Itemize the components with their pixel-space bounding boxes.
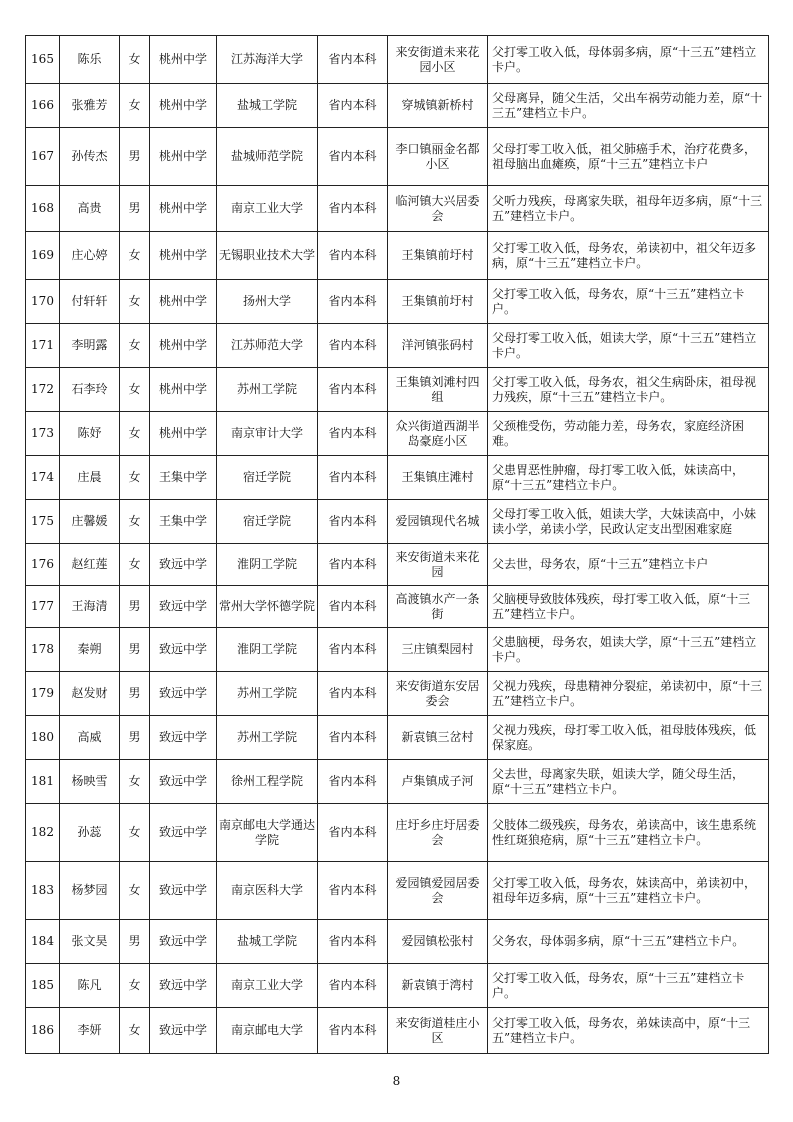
table-row [26, 36, 769, 84]
gender-cell: 女 [120, 280, 150, 324]
student-name-cell: 李明露 [60, 324, 120, 368]
table-row [26, 628, 769, 672]
home-address-cell: 王集镇前圩村 [388, 232, 488, 280]
table-row [26, 280, 769, 324]
university-cell: 宿迁学院 [217, 456, 318, 500]
student-name-cell: 石李玲 [60, 368, 120, 412]
family-situation-cell: 父母打零工收入低，姐读大学，大妹读高中，小妹读小学，弟读小学，民政认定支出型困难家庭 [488, 500, 769, 544]
family-situation-cell: 父母打零工收入低，祖父肺癌手术，治疗花费多，祖母脑出血瘫痪，原“十三五”建档立卡户 [488, 128, 769, 186]
high-school-cell: 致远中学 [150, 760, 217, 804]
student-name-cell: 赵发财 [60, 672, 120, 716]
admission-level-cell: 省内本科 [318, 862, 388, 920]
family-situation-cell: 父务农，母体弱多病，原“十三五”建档立卡户。 [488, 920, 769, 964]
high-school-cell: 王集中学 [150, 500, 217, 544]
row-number-cell: 178 [26, 628, 60, 672]
family-situation-cell: 父脑梗导致肢体残疾，母打零工收入低，原“十三五”建档立卡户。 [488, 586, 769, 628]
gender-cell: 男 [120, 716, 150, 760]
student-name-cell: 陈凡 [60, 964, 120, 1008]
gender-cell: 女 [120, 456, 150, 500]
university-cell: 南京邮电大学通达学院 [217, 804, 318, 862]
home-address-cell: 爱园镇松张村 [388, 920, 488, 964]
family-situation-cell: 父打零工收入低，母务农，原“十三五”建档立卡户。 [488, 964, 769, 1008]
gender-cell: 男 [120, 920, 150, 964]
family-situation-cell: 父去世，母务农，原“十三五”建档立卡户 [488, 544, 769, 586]
student-name-cell: 秦朔 [60, 628, 120, 672]
admission-level-cell: 省内本科 [318, 36, 388, 84]
university-cell: 淮阴工学院 [217, 628, 318, 672]
student-name-cell: 张雅芳 [60, 84, 120, 128]
table-row [26, 672, 769, 716]
home-address-cell: 临河镇大兴居委会 [388, 186, 488, 232]
gender-cell: 女 [120, 232, 150, 280]
high-school-cell: 致远中学 [150, 1008, 217, 1054]
home-address-cell: 高渡镇水产一条街 [388, 586, 488, 628]
family-situation-cell: 父去世，母离家失联，姐读大学，随父母生活，原“十三五”建档立卡户。 [488, 760, 769, 804]
gender-cell: 女 [120, 36, 150, 84]
university-cell: 南京审计大学 [217, 412, 318, 456]
family-situation-cell: 父打零工收入低，母务农，弟妹读高中，原“十三五”建档立卡户。 [488, 1008, 769, 1054]
university-cell: 盐城工学院 [217, 84, 318, 128]
gender-cell: 女 [120, 368, 150, 412]
table-row [26, 760, 769, 804]
home-address-cell: 王集镇刘滩村四组 [388, 368, 488, 412]
student-table [25, 35, 769, 1054]
table-row [26, 544, 769, 586]
table-row [26, 500, 769, 544]
row-number-cell: 175 [26, 500, 60, 544]
university-cell: 无锡职业技术大学 [217, 232, 318, 280]
admission-level-cell: 省内本科 [318, 716, 388, 760]
row-number-cell: 180 [26, 716, 60, 760]
gender-cell: 男 [120, 186, 150, 232]
student-name-cell: 杨映雪 [60, 760, 120, 804]
row-number-cell: 174 [26, 456, 60, 500]
family-situation-cell: 父颈椎受伤，劳动能力差，母务农，家庭经济困难。 [488, 412, 769, 456]
high-school-cell: 桃州中学 [150, 368, 217, 412]
gender-cell: 女 [120, 324, 150, 368]
row-number-cell: 173 [26, 412, 60, 456]
high-school-cell: 致远中学 [150, 628, 217, 672]
high-school-cell: 桃州中学 [150, 84, 217, 128]
student-name-cell: 高贵 [60, 186, 120, 232]
high-school-cell: 王集中学 [150, 456, 217, 500]
gender-cell: 女 [120, 862, 150, 920]
admission-level-cell: 省内本科 [318, 412, 388, 456]
gender-cell: 女 [120, 760, 150, 804]
university-cell: 南京工业大学 [217, 186, 318, 232]
student-name-cell: 杨梦园 [60, 862, 120, 920]
university-cell: 常州大学怀德学院 [217, 586, 318, 628]
family-situation-cell: 父打零工收入低，母务农，祖父生病卧床，祖母视力残疾，原“十三五”建档立卡户。 [488, 368, 769, 412]
high-school-cell: 致远中学 [150, 716, 217, 760]
row-number-cell: 185 [26, 964, 60, 1008]
gender-cell: 女 [120, 964, 150, 1008]
home-address-cell: 来安街道东安居委会 [388, 672, 488, 716]
home-address-cell: 卢集镇成子河 [388, 760, 488, 804]
row-number-cell: 181 [26, 760, 60, 804]
high-school-cell: 致远中学 [150, 586, 217, 628]
row-number-cell: 184 [26, 920, 60, 964]
table-row [26, 324, 769, 368]
gender-cell: 女 [120, 804, 150, 862]
student-name-cell: 陈乐 [60, 36, 120, 84]
university-cell: 苏州工学院 [217, 368, 318, 412]
home-address-cell: 新袁镇于湾村 [388, 964, 488, 1008]
university-cell: 南京医科大学 [217, 862, 318, 920]
page [25, 35, 768, 1054]
home-address-cell: 爱园镇现代名城 [388, 500, 488, 544]
row-number-cell: 170 [26, 280, 60, 324]
student-name-cell: 张文昊 [60, 920, 120, 964]
home-address-cell: 新袁镇三岔村 [388, 716, 488, 760]
table-row [26, 586, 769, 628]
admission-level-cell: 省内本科 [318, 920, 388, 964]
admission-level-cell: 省内本科 [318, 232, 388, 280]
university-cell: 苏州工学院 [217, 716, 318, 760]
home-address-cell: 来安街道未来花园 [388, 544, 488, 586]
gender-cell: 男 [120, 128, 150, 186]
family-situation-cell: 父母打零工收入低，姐读大学，原“十三五”建档立卡户。 [488, 324, 769, 368]
university-cell: 南京工业大学 [217, 964, 318, 1008]
family-situation-cell: 父视力残疾，母患精神分裂症，弟读初中，原“十三五”建档立卡户。 [488, 672, 769, 716]
row-number-cell: 172 [26, 368, 60, 412]
home-address-cell: 来安街道未来花园小区 [388, 36, 488, 84]
table-row [26, 232, 769, 280]
row-number-cell: 176 [26, 544, 60, 586]
high-school-cell: 桃州中学 [150, 412, 217, 456]
university-cell: 徐州工程学院 [217, 760, 318, 804]
table-row [26, 368, 769, 412]
admission-level-cell: 省内本科 [318, 280, 388, 324]
admission-level-cell: 省内本科 [318, 804, 388, 862]
university-cell: 扬州大学 [217, 280, 318, 324]
high-school-cell: 桃州中学 [150, 128, 217, 186]
student-name-cell: 孙蕊 [60, 804, 120, 862]
university-cell: 盐城师范学院 [217, 128, 318, 186]
student-name-cell: 付轩轩 [60, 280, 120, 324]
student-name-cell: 庄馨媛 [60, 500, 120, 544]
family-situation-cell: 父打零工收入低，母务农，弟读初中，祖父年迈多病，原“十三五”建档立卡户。 [488, 232, 769, 280]
gender-cell: 男 [120, 628, 150, 672]
table-row [26, 920, 769, 964]
student-name-cell: 庄晨 [60, 456, 120, 500]
table-row [26, 84, 769, 128]
row-number-cell: 179 [26, 672, 60, 716]
row-number-cell: 182 [26, 804, 60, 862]
gender-cell: 男 [120, 672, 150, 716]
family-situation-cell: 父打零工收入低，母体弱多病，原“十三五”建档立卡户。 [488, 36, 769, 84]
student-name-cell: 王海清 [60, 586, 120, 628]
family-situation-cell: 父打零工收入低，母务农，原“十三五”建档立卡户。 [488, 280, 769, 324]
family-situation-cell: 父听力残疾，母离家失联，祖母年迈多病，原“十三五”建档立卡户。 [488, 186, 769, 232]
family-situation-cell: 父母离异，随父生活，父出车祸劳动能力差，原“十三五”建档立卡户。 [488, 84, 769, 128]
row-number-cell: 177 [26, 586, 60, 628]
table-row [26, 862, 769, 920]
family-situation-cell: 父肢体二级残疾，母务农，弟读高中，该生患系统性红斑狼疮病，原“十三五”建档立卡户。 [488, 804, 769, 862]
table-row [26, 456, 769, 500]
high-school-cell: 致远中学 [150, 804, 217, 862]
high-school-cell: 桃州中学 [150, 324, 217, 368]
home-address-cell: 众兴街道西湖半岛豪庭小区 [388, 412, 488, 456]
home-address-cell: 王集镇庄滩村 [388, 456, 488, 500]
admission-level-cell: 省内本科 [318, 672, 388, 716]
row-number-cell: 171 [26, 324, 60, 368]
family-situation-cell: 父打零工收入低，母务农，妹读高中，弟读初中，祖母年迈多病，原“十三五”建档立卡户。 [488, 862, 769, 920]
table-row [26, 1008, 769, 1054]
student-name-cell: 陈妤 [60, 412, 120, 456]
row-number-cell: 183 [26, 862, 60, 920]
admission-level-cell: 省内本科 [318, 128, 388, 186]
home-address-cell: 来安街道桂庄小区 [388, 1008, 488, 1054]
gender-cell: 女 [120, 1008, 150, 1054]
home-address-cell: 庄圩乡庄圩居委会 [388, 804, 488, 862]
admission-level-cell: 省内本科 [318, 760, 388, 804]
student-name-cell: 孙传杰 [60, 128, 120, 186]
high-school-cell: 致远中学 [150, 920, 217, 964]
student-name-cell: 李妍 [60, 1008, 120, 1054]
gender-cell: 女 [120, 412, 150, 456]
admission-level-cell: 省内本科 [318, 544, 388, 586]
high-school-cell: 致远中学 [150, 862, 217, 920]
table-row [26, 716, 769, 760]
university-cell: 淮阴工学院 [217, 544, 318, 586]
high-school-cell: 桃州中学 [150, 280, 217, 324]
high-school-cell: 桃州中学 [150, 232, 217, 280]
family-situation-cell: 父患胃恶性肿瘤，母打零工收入低，妹读高中，原“十三五”建档立卡户。 [488, 456, 769, 500]
student-name-cell: 庄心婷 [60, 232, 120, 280]
row-number-cell: 165 [26, 36, 60, 84]
university-cell: 江苏海洋大学 [217, 36, 318, 84]
family-situation-cell: 父视力残疾，母打零工收入低，祖母肢体残疾，低保家庭。 [488, 716, 769, 760]
university-cell: 宿迁学院 [217, 500, 318, 544]
table-row [26, 128, 769, 186]
high-school-cell: 桃州中学 [150, 36, 217, 84]
university-cell: 苏州工学院 [217, 672, 318, 716]
admission-level-cell: 省内本科 [318, 324, 388, 368]
row-number-cell: 166 [26, 84, 60, 128]
student-name-cell: 赵红莲 [60, 544, 120, 586]
gender-cell: 男 [120, 586, 150, 628]
gender-cell: 女 [120, 544, 150, 586]
admission-level-cell: 省内本科 [318, 628, 388, 672]
admission-level-cell: 省内本科 [318, 84, 388, 128]
table-row [26, 964, 769, 1008]
admission-level-cell: 省内本科 [318, 368, 388, 412]
high-school-cell: 桃州中学 [150, 186, 217, 232]
gender-cell: 女 [120, 500, 150, 544]
admission-level-cell: 省内本科 [318, 586, 388, 628]
university-cell: 南京邮电大学 [217, 1008, 318, 1054]
row-number-cell: 186 [26, 1008, 60, 1054]
high-school-cell: 致远中学 [150, 672, 217, 716]
high-school-cell: 致远中学 [150, 964, 217, 1008]
home-address-cell: 三庄镇梨园村 [388, 628, 488, 672]
home-address-cell: 爱园镇爱园居委会 [388, 862, 488, 920]
university-cell: 盐城工学院 [217, 920, 318, 964]
admission-level-cell: 省内本科 [318, 500, 388, 544]
table-row [26, 804, 769, 862]
table-row [26, 186, 769, 232]
admission-level-cell: 省内本科 [318, 1008, 388, 1054]
university-cell: 江苏师范大学 [217, 324, 318, 368]
home-address-cell: 王集镇前圩村 [388, 280, 488, 324]
home-address-cell: 李口镇丽金名都小区 [388, 128, 488, 186]
gender-cell: 女 [120, 84, 150, 128]
home-address-cell: 穿城镇新桥村 [388, 84, 488, 128]
admission-level-cell: 省内本科 [318, 186, 388, 232]
high-school-cell: 致远中学 [150, 544, 217, 586]
row-number-cell: 168 [26, 186, 60, 232]
home-address-cell: 洋河镇张码村 [388, 324, 488, 368]
admission-level-cell: 省内本科 [318, 964, 388, 1008]
student-name-cell: 高威 [60, 716, 120, 760]
row-number-cell: 167 [26, 128, 60, 186]
admission-level-cell: 省内本科 [318, 456, 388, 500]
row-number-cell: 169 [26, 232, 60, 280]
table-row [26, 412, 769, 456]
family-situation-cell: 父患脑梗，母务农，姐读大学，原“十三五”建档立卡户。 [488, 628, 769, 672]
page-number: 8 [392, 1074, 401, 1088]
